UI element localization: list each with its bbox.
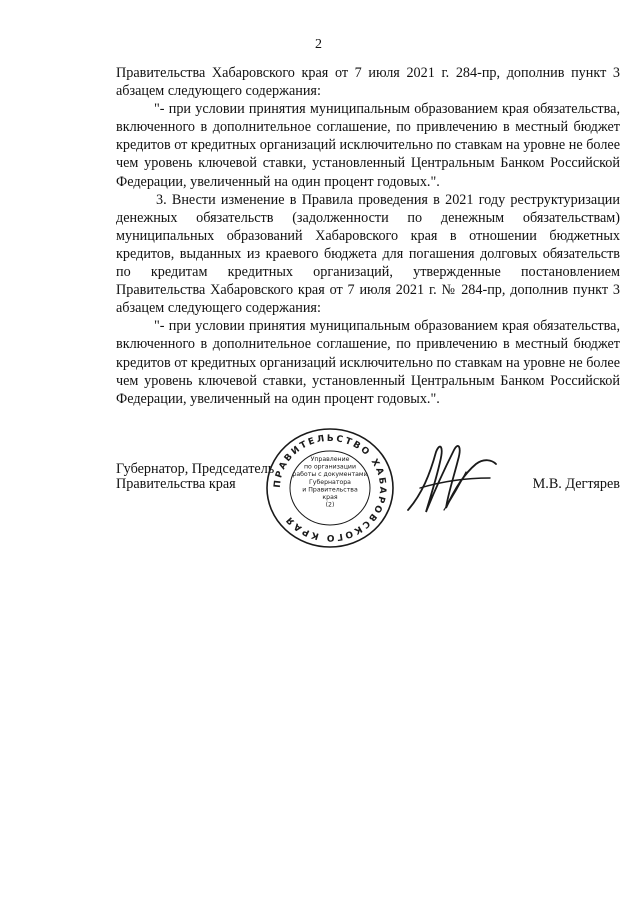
seal-center-line: работы с документами [292, 471, 368, 479]
signatory-title-line1: Губернатор, Председатель [116, 461, 275, 477]
seal-center-line: (2) [325, 501, 335, 509]
paragraph-3-item: 3. Внести изменение в Правила проведения в 2021 году реструктуризации денежных обязательств (задолженности по денежным обязательствам) муниципальных образований Хабаровского края в отношении бюджетных кредитов, выданных из краевого бюджета для погашения долговых обязательств по кредитам кредитных организаций, утвержденные постановлением Правительства Хабаровского края от 7 июля 2021 г. № 284-пр, дополнив пункт 3 абзацем следующего содержания: [116, 191, 620, 317]
signatory-name: М.В. Дегтярев [532, 476, 620, 492]
paragraph-2-quote: "- при условии принятия муниципальным образованием края обязательства, включенного в дополнительное соглашение, по привлечению в местный бюджет кредитов от кредитных организаций исключительно по ставкам на уровне не более чем уровень ключевой ставки, установленный Центральным Банком Российской Федерации, увеличенный на один процент годовых.". [116, 101, 620, 190]
seal-center-line: края [322, 494, 338, 501]
seal-center-line: Управление [310, 456, 350, 463]
signatory-title-line2: Правительства края [116, 476, 236, 492]
page-number: 2 [315, 37, 322, 52]
official-seal [262, 425, 398, 551]
seal-center-line: по организации [304, 463, 356, 471]
paragraph-4-quote: "- при условии принятия муниципальным образованием края обязательства, включенного в дополнительное соглашение, по привлечению в местный бюджет кредитов от кредитных организаций исключительно по ставкам на уровне не более чем уровень ключевой ставки, установленный Центральным Банком Российской Федерации, увеличенный на один процент годовых.". [116, 318, 620, 407]
handwritten-signature [400, 432, 500, 522]
seal-ring-text: ПРАВИТЕЛЬСТВО ХАБАРОВСКОГО КРАЯ [272, 433, 388, 543]
seal-center-line: Губернатора [309, 478, 351, 486]
document-body [116, 64, 620, 408]
paragraph-1: Правительства Хабаровского края от 7 июля 2021 г. 284-пр, дополнив пункт 3 абзацем следующего содержания: [116, 65, 620, 100]
signatory-title [116, 462, 274, 492]
seal-center-line: и Правительства [302, 486, 358, 494]
